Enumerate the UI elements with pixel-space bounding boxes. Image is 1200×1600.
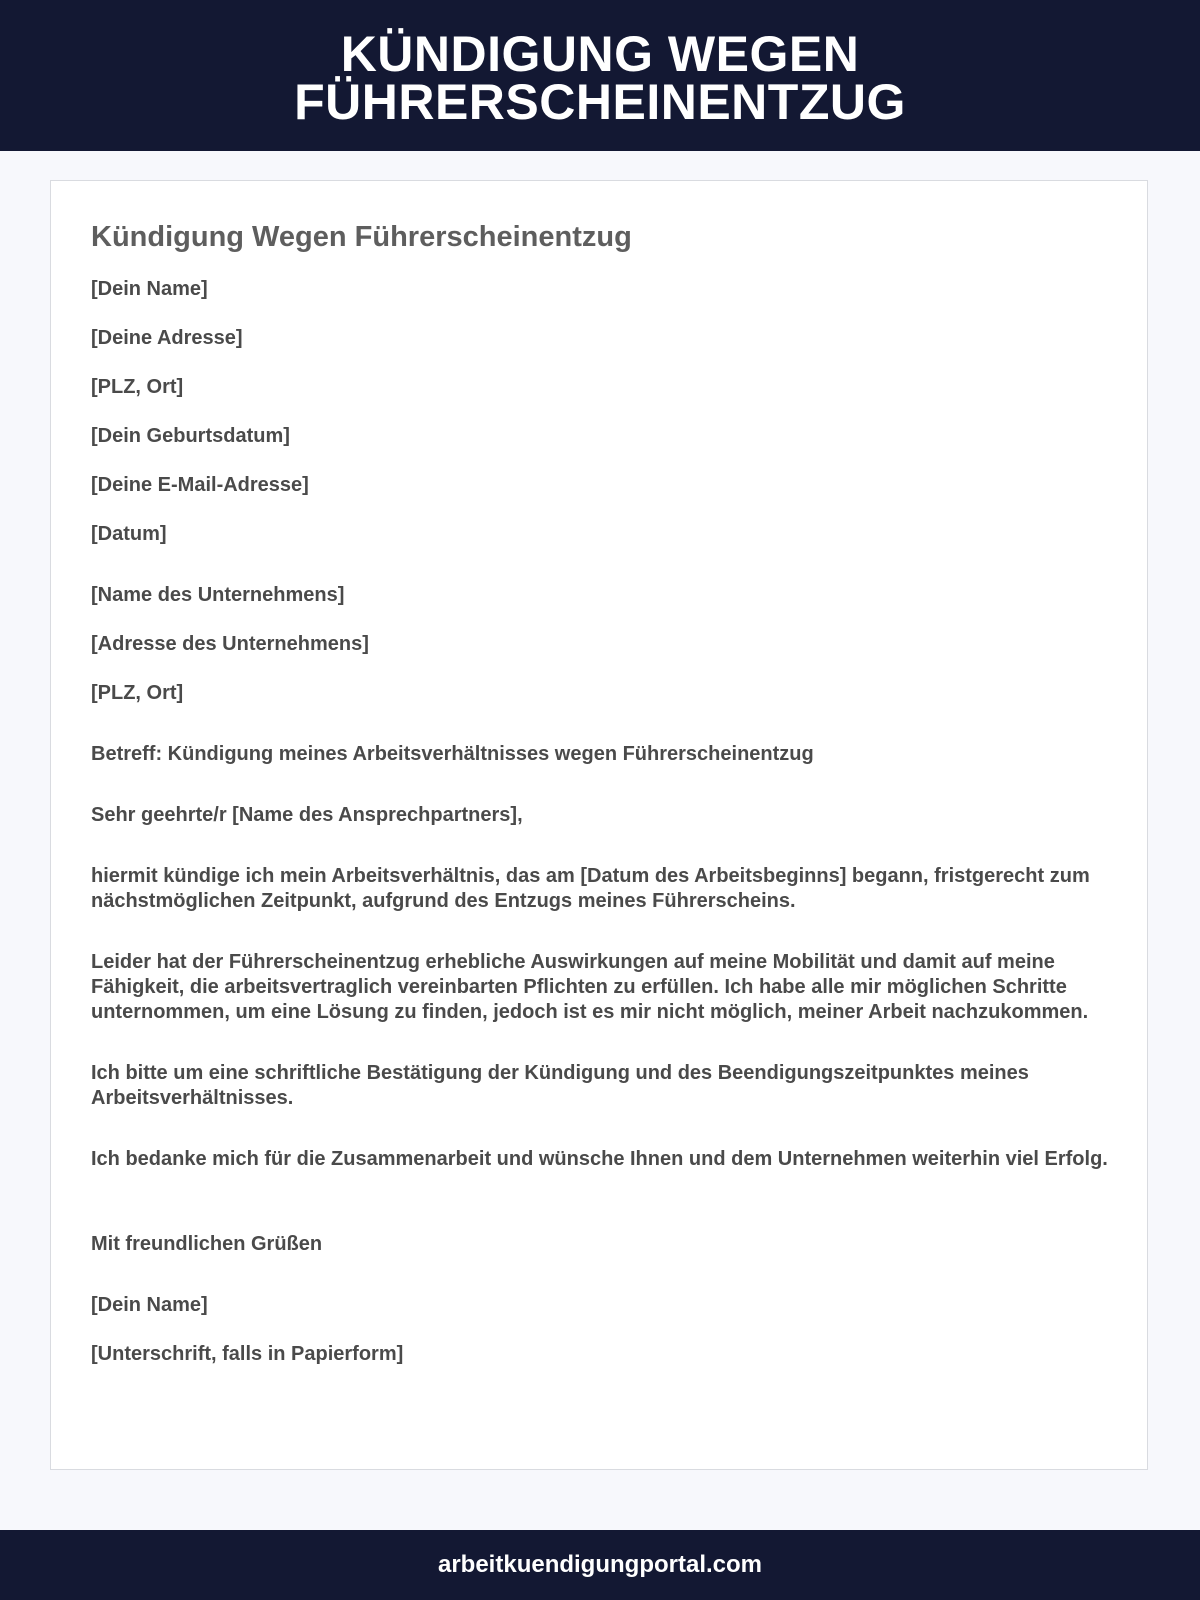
signature-name: [Dein Name]: [91, 1294, 208, 1316]
page-footer: [0, 1530, 1200, 1600]
signature-note: [Unterschrift, falls in Papierform]: [91, 1343, 404, 1365]
letter-paragraph: Ich bedanke mich für die Zusammenarbeit und wünsche Ihnen und dem Unternehmen weiterhin viel Erfolg.: [91, 1148, 1108, 1170]
letter-date: [Datum]: [91, 523, 167, 545]
letter-paragraph: Leider hat der Führerscheinentzug erhebliche Auswirkungen auf meine Mobilität und damit auf meine Fähigkeit, die arbeitsvertraglich vereinbarten Pflichten zu erfüllen. Ich habe alle mir möglichen Schritte unternommen, um eine Lösung zu finden, jedoch ist es mir nicht möglich, meiner Arbeit nachzukommen.: [91, 951, 1089, 1023]
recipient-address: [Adresse des Unternehmens]: [91, 633, 369, 655]
recipient-zip-city: [PLZ, Ort]: [91, 682, 184, 704]
sender-zip-city: [PLZ, Ort]: [91, 376, 184, 398]
letter-title: Kündigung Wegen Führerscheinentzug: [91, 221, 632, 253]
sender-email: [Deine E-Mail-Adresse]: [91, 474, 309, 496]
letter-paragraph: Ich bitte um eine schriftliche Bestätigung der Kündigung und des Beendigungszeitpunktes meines Arbeitsverhältnisses.: [91, 1062, 1029, 1109]
letter-card: [50, 180, 1148, 1470]
sender-name: [Dein Name]: [91, 278, 208, 300]
letter-paragraph: hiermit kündige ich mein Arbeitsverhältnis, das am [Datum des Arbeitsbeginns] begann, fristgerecht zum nächstmöglichen Zeitpunkt, aufgrund des Entzugs meines Führerscheins.: [91, 865, 1090, 912]
letter-salutation: Sehr geehrte/r [Name des Ansprechpartners],: [91, 804, 523, 826]
sender-birthdate: [Dein Geburtsdatum]: [91, 425, 290, 447]
page-header: [0, 0, 1200, 151]
footer-site-link[interactable]: arbeitkuendigungportal.com: [437, 1551, 763, 1578]
letter-subject: Betreff: Kündigung meines Arbeitsverhältnisses wegen Führerscheinentzug: [91, 743, 814, 765]
recipient-company: [Name des Unternehmens]: [91, 584, 345, 606]
sender-address: [Deine Adresse]: [91, 327, 243, 349]
page-title: KÜNDIGUNG WEGEN FÜHRERSCHEINENTZUG: [294, 25, 906, 130]
letter-closing: Mit freundlichen Grüßen: [91, 1233, 323, 1255]
